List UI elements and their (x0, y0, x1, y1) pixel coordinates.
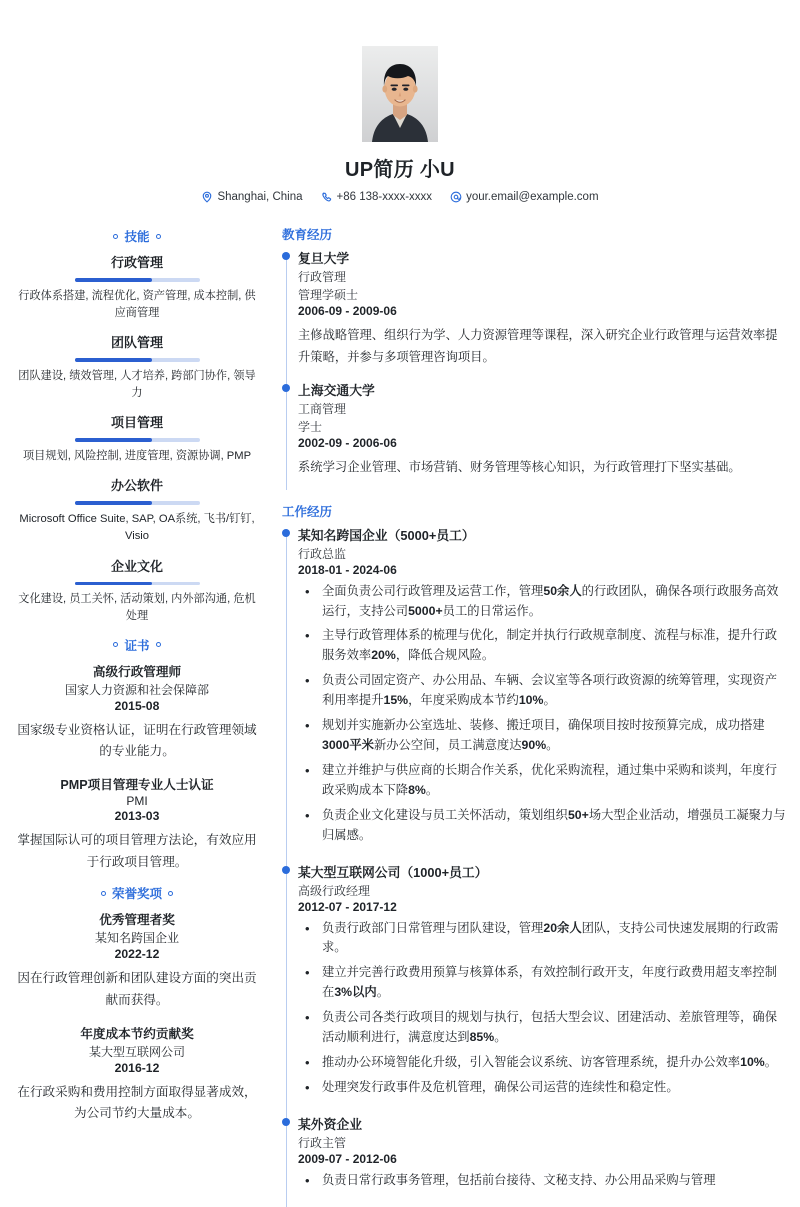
contact-email-text: your.email@example.com (466, 191, 599, 203)
award-item (14, 1023, 260, 1125)
certificate-desc: 国家级专业资格认证，证明在行政管理领域的专业能力。 (17, 722, 257, 759)
email-at-icon (450, 191, 462, 203)
awards-list (14, 909, 260, 1125)
work-bullets (298, 582, 786, 846)
award-item (14, 909, 260, 1011)
circle-bullet-icon (156, 234, 161, 239)
contact-email (450, 191, 598, 203)
circle-bullet-icon (168, 891, 173, 896)
skill-bar-fill (75, 278, 153, 282)
sidebar-heading-skills-label: 技能 (124, 230, 150, 244)
skill-item (14, 412, 260, 465)
work-bullet: • 负责公司固定资产、办公用品、车辆、会议室等各项行政资源的统筹管理，实现资产利用率提升15%，年度采购成本节约10%。 (298, 671, 786, 711)
award-desc: 因在行政管理创新和团队建设方面的突出贡献而获得。 (17, 971, 257, 1008)
education-dates: 2002-09 - 2006-06 (298, 435, 397, 450)
certificate-item (14, 774, 260, 873)
section-heading-education: 教育经历 (282, 228, 333, 242)
skill-name: 团队管理 (110, 335, 163, 351)
section-heading-work: 工作经历 (282, 504, 333, 519)
skill-name: 企业文化 (110, 558, 163, 574)
work-company: 某外资企业 (298, 1116, 362, 1132)
sidebar (14, 225, 272, 1136)
skill-bar-track (75, 501, 200, 505)
education-description: 系统学习企业管理、市场营销、财务管理等核心知识，为行政管理打下坚实基础。 (298, 459, 741, 474)
education-degree: 学士 (298, 419, 323, 434)
skill-bar-fill (75, 501, 153, 505)
award-org: 某大型互联网公司 (88, 1044, 185, 1059)
work-title: 高级行政经理 (298, 883, 371, 898)
skill-keywords: 行政体系搭建, 流程优化, 资产管理, 成本控制, 供应商管理 (18, 289, 256, 319)
work-item (298, 862, 786, 1114)
work-bullet: • 建立并维护与供应商的长期合作关系，优化采购流程，通过集中采购和谈判，年度行政采购成本下降8%。 (298, 761, 786, 801)
skill-bar-track (75, 582, 200, 586)
work-timeline (282, 525, 786, 1207)
skill-bar-fill (75, 582, 153, 586)
work-dates: 2012-07 - 2017-12 (298, 899, 397, 914)
certificate-org: PMI (126, 794, 148, 809)
work-item (298, 525, 786, 862)
award-title: 年度成本节约贡献奖 (80, 1026, 194, 1041)
sidebar-heading-awards (14, 884, 260, 902)
contact-row (0, 191, 800, 203)
contact-phone (321, 191, 433, 203)
work-bullet: • 推动办公环境智能化升级，引入智能会议系统、访客管理系统，提升办公效率10%。 (298, 1053, 786, 1073)
skill-name: 项目管理 (110, 415, 163, 431)
education-major: 工商管理 (298, 401, 347, 416)
work-dates: 2009-07 - 2012-06 (298, 1151, 397, 1166)
contact-location (201, 191, 302, 203)
skills-list (14, 252, 260, 626)
skill-item (14, 332, 260, 402)
certificate-desc: 掌握国际认可的项目管理方法论，有效应用于行政项目管理。 (17, 833, 257, 869)
sidebar-heading-skills (14, 227, 260, 245)
contact-location-text: Shanghai, China (217, 191, 303, 203)
work-bullet: • 规划并实施新办公室选址、装修、搬迁项目，确保项目按时按预算完成，成功搭建3000平米新办公空间，员工满意度达90%。 (298, 716, 786, 756)
work-bullets (298, 919, 786, 1098)
work-bullet: • 负责公司各类行政项目的规划与执行，包括大型会议、团建活动、差旅管理等，确保活动顺利进行，满意度达到85%。 (298, 1008, 786, 1048)
skill-item (14, 556, 260, 626)
award-date: 2016-12 (114, 1060, 160, 1075)
education-description: 主修战略管理、组织行为学、人力资源管理等课程，深入研究企业行政管理与运营效率提升策略，并参与多项管理咨询项目。 (298, 328, 778, 364)
certificate-date: 2013-03 (114, 809, 160, 824)
education-degree: 管理学硕士 (298, 288, 359, 302)
education-school: 复旦大学 (298, 251, 350, 266)
skill-keywords: 项目规划, 风险控制, 进度管理, 资源协调, PMP (22, 449, 252, 462)
circle-bullet-icon (101, 891, 106, 896)
certificate-item (14, 661, 260, 763)
award-org: 某知名跨国企业 (94, 931, 179, 946)
award-desc: 在行政采购和费用控制方面取得显著成效，为公司节约大量成本。 (17, 1084, 257, 1121)
skill-bar-track (75, 278, 200, 282)
work-bullet: • 全面负责公司行政管理及运营工作，管理50余人的行政团队，确保各项行政服务高效运行，支持公司5000+员工的日常运作。 (298, 582, 786, 622)
work-bullet: • 负责行政部门日常管理与团队建设，管理20余人团队，支持公司快速发展期的行政需求。 (298, 919, 786, 959)
work-title: 行政总监 (298, 546, 347, 561)
education-item (298, 380, 786, 490)
work-bullet: • 建立并完善行政费用预算与核算体系，有效控制行政开支，年度行政费用超支率控制在3%以内。 (298, 963, 786, 1003)
phone-icon (321, 191, 333, 203)
main-content (272, 225, 786, 1207)
work-bullet: • 负责日常行政事务管理，包括前台接待、文秘支持、办公用品采购与管理 (298, 1171, 786, 1191)
certificate-date: 2015-08 (114, 698, 160, 713)
certificate-org: 国家人力资源和社会保障部 (64, 682, 209, 697)
work-item (298, 1114, 786, 1207)
sidebar-heading-certificates-label: 证书 (124, 638, 150, 653)
skill-bar-track (75, 358, 200, 362)
work-bullet: • 负责企业文化建设与员工关怀活动，策划组织50+场大型企业活动，增强员工凝聚力与归属感。 (298, 806, 786, 846)
certificate-title: PMP项目管理专业人士认证 (60, 778, 214, 793)
avatar (362, 46, 438, 142)
resume-body (0, 213, 800, 1207)
work-bullets (298, 1171, 786, 1191)
certificate-title: 高级行政管理师 (92, 664, 182, 679)
skill-bar-fill (75, 438, 153, 442)
sidebar-heading-certificates (14, 636, 260, 654)
skill-bar-fill (75, 358, 153, 362)
work-bullet: • 处理突发行政事件及危机管理，确保公司运营的连续性和稳定性。 (298, 1078, 786, 1098)
circle-bullet-icon (113, 234, 118, 239)
contact-phone-text: +86 138-xxxx-xxxx (336, 191, 433, 203)
skill-keywords: Microsoft Office Suite, SAP, OA系统, 飞书/钉钉, Visio (19, 512, 255, 543)
skill-keywords: 团队建设, 绩效管理, 人才培养, 跨部门协作, 领导力 (18, 369, 256, 400)
work-company: 某大型互联网公司（1000+员工） (298, 864, 488, 880)
skill-name: 办公软件 (110, 478, 163, 494)
circle-bullet-icon (156, 642, 161, 647)
location-pin-icon (201, 191, 213, 203)
sidebar-heading-awards-label: 荣誉奖项 (111, 887, 162, 902)
certificates-list (14, 661, 260, 874)
education-dates: 2006-09 - 2009-06 (298, 304, 397, 318)
skill-keywords: 文化建设, 员工关怀, 活动策划, 内外部沟通, 危机处理 (18, 593, 256, 623)
award-title: 优秀管理者奖 (99, 913, 175, 928)
page-title: UP简历 小U (345, 159, 455, 181)
education-major: 行政管理 (298, 270, 347, 284)
skill-item (14, 252, 260, 322)
skill-name: 行政管理 (110, 255, 163, 270)
work-company: 某知名跨国企业（5000+员工） (298, 527, 475, 543)
work-bullet: • 主导行政管理体系的梳理与优化，制定并执行行政规章制度、流程与标准，提升行政服务效率20%，降低合规风险。 (298, 626, 786, 666)
education-item (298, 248, 786, 380)
work-dates: 2018-01 - 2024-06 (298, 562, 397, 577)
resume-header (0, 0, 800, 213)
skill-item (14, 475, 260, 545)
circle-bullet-icon (113, 642, 118, 647)
education-timeline (282, 248, 786, 490)
education-school: 上海交通大学 (298, 382, 375, 398)
award-date: 2022-12 (114, 947, 160, 962)
skill-bar-track (75, 438, 200, 442)
work-title: 行政主管 (298, 1135, 347, 1150)
